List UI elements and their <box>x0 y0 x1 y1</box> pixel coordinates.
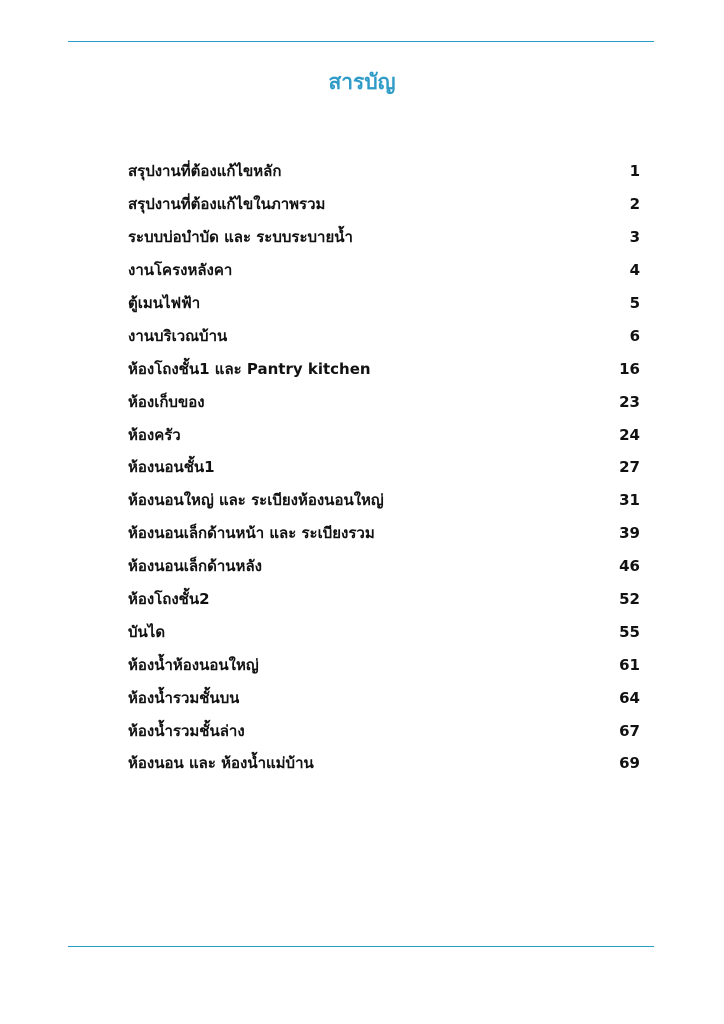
toc-entry[interactable] <box>128 352 640 385</box>
toc-entry[interactable] <box>128 385 640 418</box>
toc-entry[interactable] <box>128 615 640 648</box>
toc-entry-label: สรุปงานที่ต้องแก้ไขหลัก <box>128 162 282 181</box>
toc-entry[interactable] <box>128 714 640 747</box>
toc-entry-page: 24 <box>619 425 640 444</box>
toc-entry[interactable] <box>128 583 640 616</box>
toc-entry[interactable] <box>128 254 640 287</box>
toc-entry-page: 1 <box>629 162 640 181</box>
toc-entry-label: ห้องน้ำรวมชั้นบน <box>128 688 240 707</box>
toc-entry[interactable] <box>128 188 640 221</box>
toc-entry-label: ห้องนอนเล็กด้านหน้า และ ระเบียงรวม <box>128 524 375 543</box>
page-title: สารบัญ <box>328 70 396 94</box>
toc-entry[interactable] <box>128 451 640 484</box>
toc-entry[interactable] <box>128 681 640 714</box>
toc-entry-page: 55 <box>619 622 640 641</box>
toc-entry-label: ตู้เมนไฟฟ้า <box>128 294 201 312</box>
toc-entry[interactable] <box>128 221 640 254</box>
toc-entry-label: ห้องครัว <box>128 425 181 444</box>
toc-entry-page: 2 <box>629 195 640 214</box>
toc-entry[interactable] <box>128 484 640 517</box>
toc-entry[interactable] <box>128 155 640 188</box>
toc-entry-label: ห้องเก็บของ <box>128 392 205 411</box>
toc-entry-label: ห้องนอนชั้น1 <box>128 458 215 477</box>
toc-entry-page: 5 <box>629 294 640 312</box>
toc-entry-page: 6 <box>629 326 640 345</box>
toc-entry-page: 4 <box>629 261 640 280</box>
toc-entry-label: ห้องน้ำห้องนอนใหญ่ <box>128 655 259 674</box>
toc-entry-page: 27 <box>619 458 640 477</box>
toc-entry-label: ห้องโถงชั้น2 <box>128 590 210 609</box>
toc-entry-page: 23 <box>619 392 640 411</box>
toc-entry-label: ห้องนอนเล็กด้านหลัง <box>128 557 262 576</box>
toc-entry-label: บันได <box>128 622 166 641</box>
toc-entry[interactable] <box>128 287 640 320</box>
toc-entry-label: ห้องนอน และ ห้องน้ำแม่บ้าน <box>128 754 314 773</box>
toc-entry-page: 52 <box>619 590 640 609</box>
toc-entry[interactable] <box>128 648 640 681</box>
table-of-contents <box>128 155 640 780</box>
toc-entry-page: 61 <box>619 655 640 674</box>
toc-entry-page: 69 <box>619 754 640 773</box>
toc-entry-page: 67 <box>619 721 640 740</box>
toc-entry-label: งานบริเวณบ้าน <box>128 326 228 345</box>
toc-entry[interactable] <box>128 550 640 583</box>
toc-entry-label: งานโครงหลังคา <box>128 261 233 280</box>
footer-rule <box>68 946 654 947</box>
toc-entry[interactable] <box>128 517 640 550</box>
toc-entry[interactable] <box>128 418 640 451</box>
toc-entry-page: 64 <box>619 688 640 707</box>
toc-entry-page: 16 <box>619 359 640 378</box>
toc-entry-page: 31 <box>619 491 640 510</box>
header-rule <box>68 41 654 42</box>
toc-entry-label: ห้องนอนใหญ่ และ ระเบียงห้องนอนใหญ่ <box>128 491 384 510</box>
toc-entry-label: ห้องโถงชั้น1 และ Pantry kitchen <box>128 359 371 378</box>
toc-entry-page: 39 <box>619 524 640 543</box>
toc-entry-label: สรุปงานที่ต้องแก้ไขในภาพรวม <box>128 195 326 214</box>
toc-entry[interactable] <box>128 747 640 780</box>
toc-entry[interactable] <box>128 319 640 352</box>
toc-entry-page: 46 <box>619 557 640 576</box>
toc-entry-label: ห้องน้ำรวมชั้นล่าง <box>128 721 245 740</box>
toc-entry-label: ระบบบ่อบำบัด และ ระบบระบายน้ำ <box>128 228 353 247</box>
toc-entry-page: 3 <box>629 228 640 247</box>
